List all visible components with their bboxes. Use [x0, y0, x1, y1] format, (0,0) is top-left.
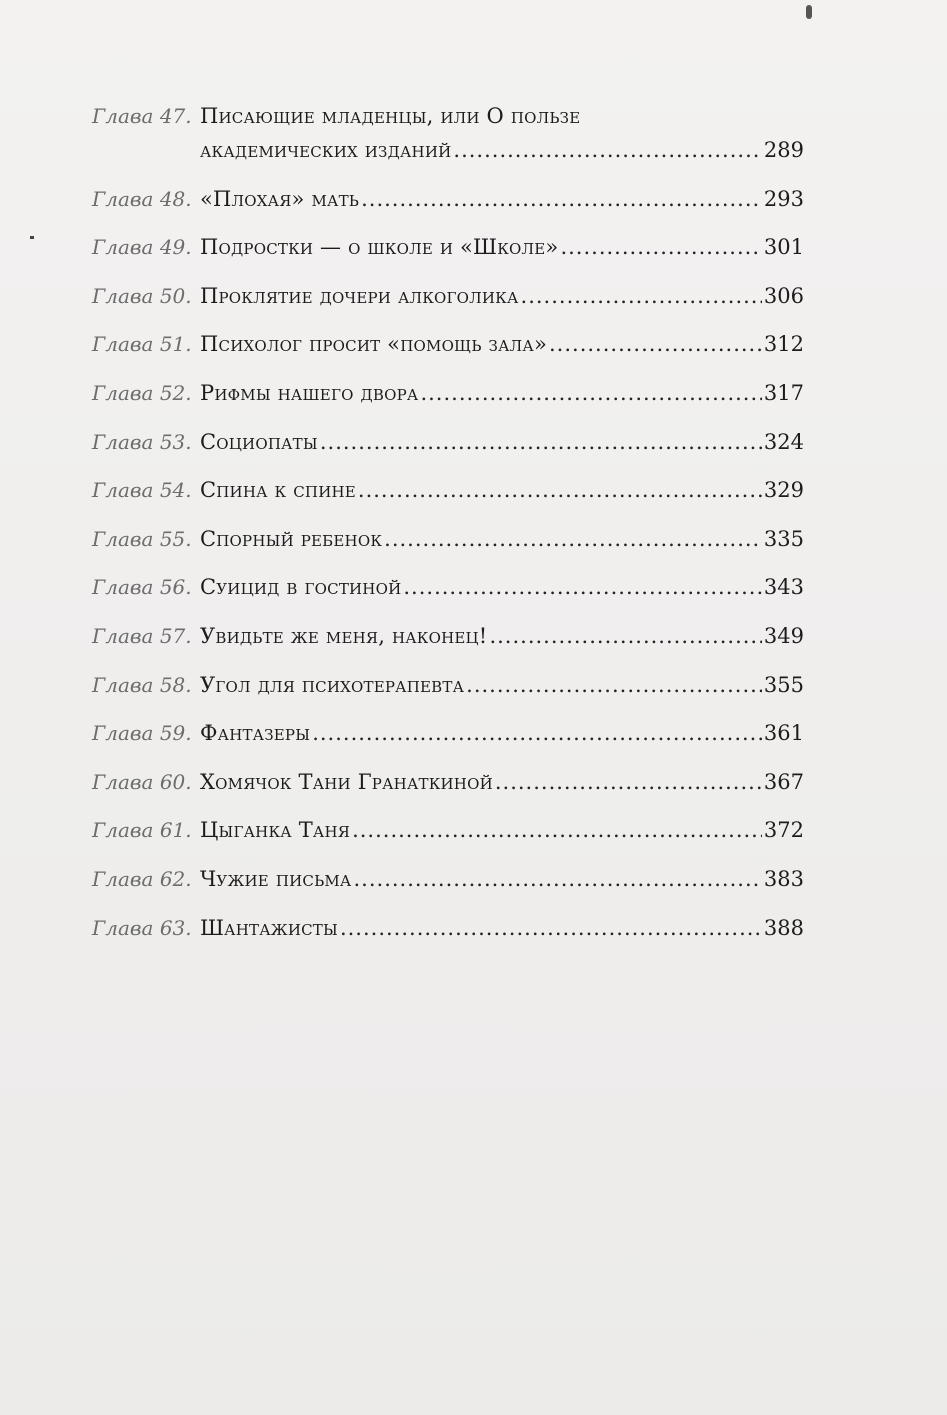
chapter-title: Суицид в гостиной: [200, 575, 402, 600]
toc-entry: [92, 916, 804, 965]
chapter-title: Писающие младенцы, или О пользе: [200, 104, 581, 128]
chapter-label: Глава 51.: [92, 332, 192, 357]
page-number: 361: [763, 721, 804, 746]
chapter-label: Глава 55.: [92, 526, 192, 551]
dot-leader: [521, 284, 762, 308]
dot-leader: [453, 138, 762, 162]
ink-speck: [30, 236, 34, 239]
toc-entry: [92, 624, 804, 673]
page-number: 372: [763, 818, 804, 843]
chapter-title: Социопаты: [200, 429, 318, 454]
toc-entry: [92, 818, 804, 867]
toc-entry: [92, 527, 804, 576]
dot-leader: [495, 770, 762, 794]
dot-leader: [466, 673, 762, 697]
chapter-label: Глава 52.: [92, 380, 192, 405]
chapter-title: Угол для психотерапевта: [200, 672, 465, 697]
dot-leader: [420, 381, 761, 405]
page-number: 388: [763, 915, 804, 940]
chapter-label: Глава 47.: [92, 104, 192, 128]
toc-entry: [92, 770, 804, 819]
page-number: 355: [763, 672, 804, 697]
chapter-title: Спорный ребенок: [200, 526, 383, 551]
dot-leader: [361, 187, 762, 211]
dot-leader: [403, 575, 762, 599]
toc-entry: [92, 478, 804, 527]
dot-leader: [358, 478, 762, 502]
page-number: 367: [763, 769, 804, 794]
chapter-label: Глава 58.: [92, 672, 192, 697]
dot-leader: [312, 721, 762, 745]
toc-entry: [92, 187, 804, 236]
chapter-title: Чужие письма: [200, 866, 352, 891]
chapter-title-continued: академических изданий: [200, 138, 452, 162]
dot-leader: [549, 332, 762, 356]
toc-entry: [92, 430, 804, 479]
chapter-title: Подростки — о школе и «Школе»: [200, 235, 559, 260]
ink-speck: [806, 5, 812, 19]
chapter-label: Глава 49.: [92, 235, 192, 260]
page-number: 312: [763, 332, 804, 357]
chapter-title: Психолог просит «помощь зала»: [200, 332, 547, 357]
page-number: 335: [763, 526, 804, 551]
chapter-title: Увидьте же меня, наконец!: [200, 623, 488, 648]
toc-entry: [92, 104, 804, 138]
chapter-title: Проклятие дочери алкоголика: [200, 283, 519, 308]
toc-entry: [92, 721, 804, 770]
dot-leader: [384, 527, 762, 551]
toc-entry: [92, 235, 804, 284]
dot-leader: [340, 916, 762, 940]
chapter-label: Глава 53.: [92, 429, 192, 454]
page-number: 349: [763, 623, 804, 648]
chapter-label: Глава 63.: [92, 915, 192, 940]
chapter-title: Хомячок Тани Гранаткиной: [200, 769, 493, 794]
toc-entry: [92, 381, 804, 430]
dot-leader: [489, 624, 761, 648]
chapter-label: Глава 60.: [92, 769, 192, 794]
toc-entry: [92, 575, 804, 624]
table-of-contents: [92, 104, 804, 964]
dot-leader: [352, 818, 762, 842]
page-number: 317: [763, 380, 804, 405]
chapter-label: Глава 56.: [92, 575, 192, 600]
dot-leader: [560, 235, 761, 259]
toc-entry: [92, 673, 804, 722]
page-number: 324: [763, 429, 804, 454]
chapter-title: «Плохая» мать: [200, 186, 360, 211]
page-number: 306: [763, 283, 804, 308]
page-number: 301: [763, 235, 804, 260]
toc-entry: [92, 284, 804, 333]
chapter-title: Фантазеры: [200, 721, 311, 746]
page-number: 343: [763, 575, 804, 600]
page-number: 293: [763, 186, 804, 211]
page-number: 329: [763, 478, 804, 503]
chapter-title: Рифмы нашего двора: [200, 380, 419, 405]
chapter-title: Шантажисты: [200, 915, 338, 940]
chapter-label: Глава 48.: [92, 186, 192, 211]
page-number: 289: [763, 138, 804, 162]
toc-entry: [92, 867, 804, 916]
chapter-title: Цыганка Таня: [200, 818, 351, 843]
toc-entry-continuation: [92, 138, 804, 187]
toc-entry: [92, 332, 804, 381]
chapter-label: Глава 59.: [92, 721, 192, 746]
dot-leader: [354, 867, 762, 891]
chapter-label: Глава 54.: [92, 478, 192, 503]
page-number: 383: [763, 866, 804, 891]
chapter-label: Глава 57.: [92, 623, 192, 648]
dot-leader: [320, 430, 762, 454]
chapter-title: Спина к спине: [200, 478, 356, 503]
chapter-label: Глава 62.: [92, 866, 192, 891]
chapter-label: Глава 61.: [92, 818, 192, 843]
chapter-label: Глава 50.: [92, 283, 192, 308]
